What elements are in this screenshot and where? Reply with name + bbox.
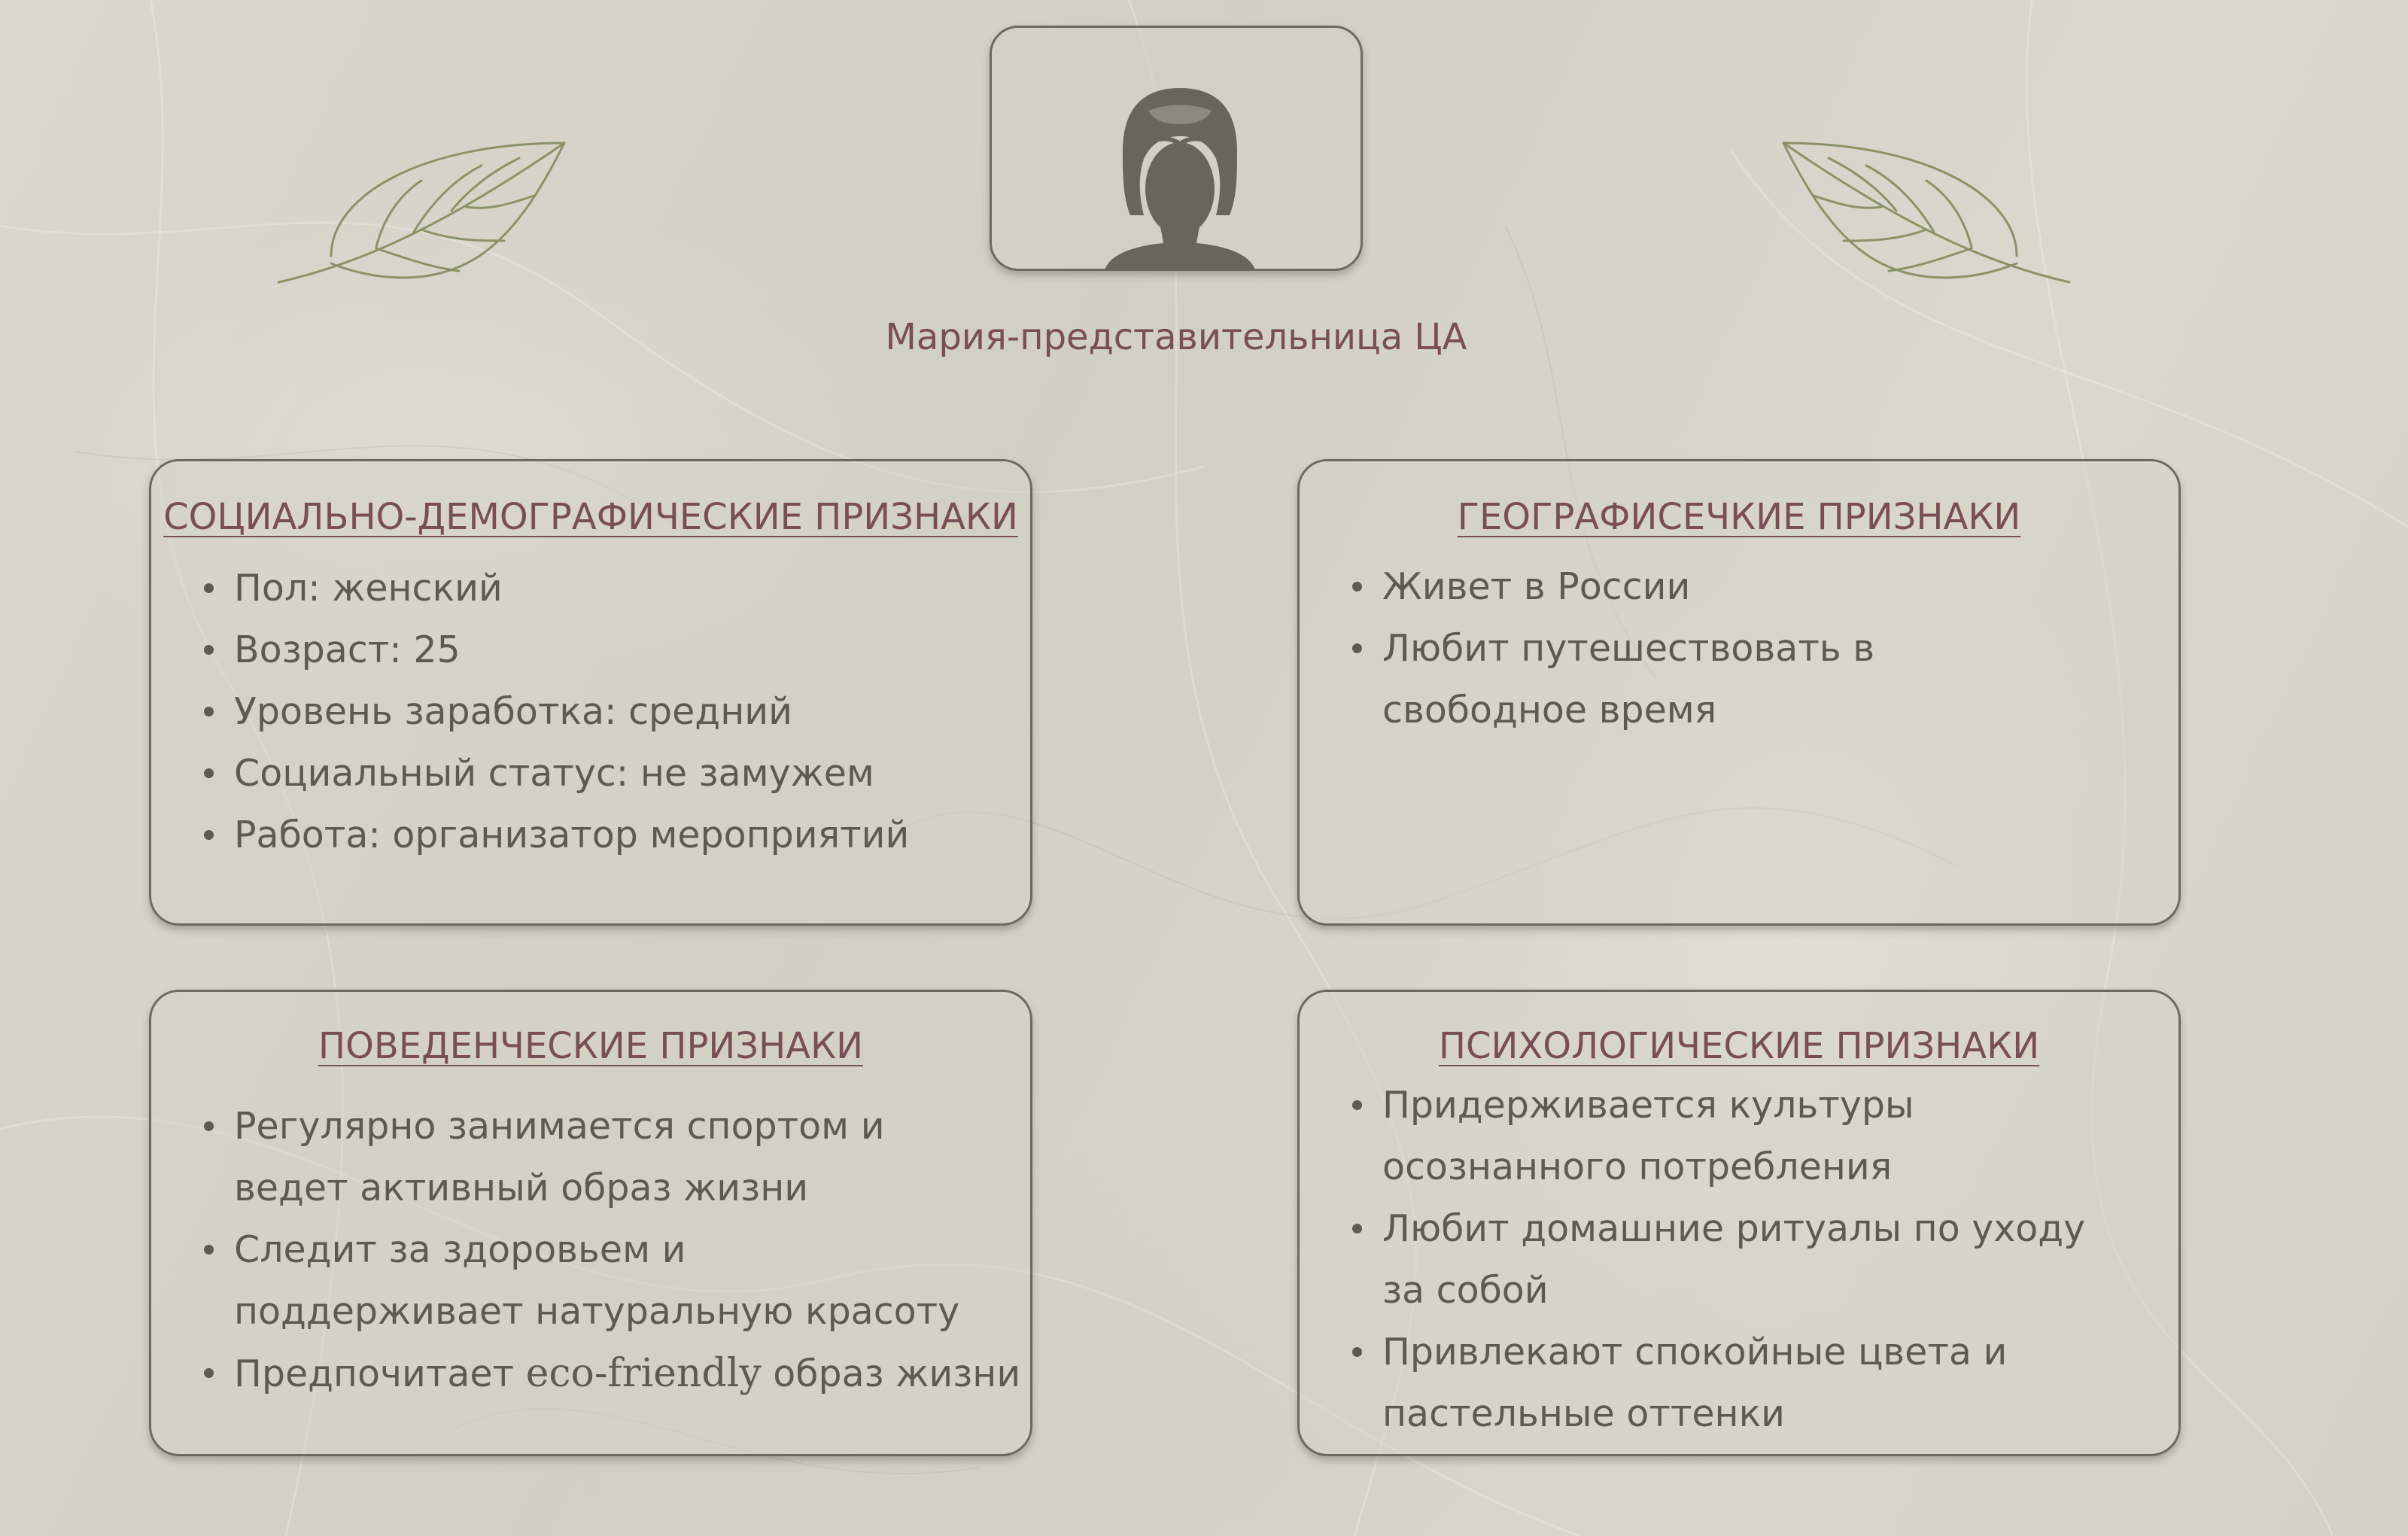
eco-friendly-highlight: eco-friendly (525, 1351, 762, 1396)
avatar-frame (990, 26, 1363, 271)
leaf-icon (271, 135, 572, 294)
list-item: Возраст: 25 (234, 619, 1015, 681)
leaf-icon (1776, 135, 2077, 294)
woman-avatar-icon (1100, 84, 1260, 270)
geo-list (1382, 556, 2066, 741)
list-item: Любит домашние ритуалы по уходу за собой (1382, 1198, 2133, 1322)
card-title: ПСИХОЛОГИЧЕСКИЕ ПРИЗНАКИ (1438, 1025, 2040, 1067)
psycho-list (1382, 1075, 2133, 1445)
list-item: Любит путешествовать в свободное время (1382, 618, 2066, 741)
card-behavioral (149, 990, 1032, 1456)
card-social-demographic (149, 459, 1032, 926)
list-item: Работа: организатор мероприятий (234, 804, 1015, 866)
card-title: ГЕОГРАФИСЕЧКИЕ ПРИЗНАКИ (1457, 496, 2021, 538)
list-item: Следит за здоровьем и поддерживает натуральную красоту (234, 1219, 985, 1343)
behavior-list (234, 1096, 1021, 1405)
list-item: Придерживается культуры осознанного потребления (1382, 1075, 2133, 1198)
card-psychological (1297, 990, 2181, 1456)
list-item: Живет в России (1382, 556, 2066, 618)
list-item (234, 1343, 1021, 1405)
card-title: ПОВЕДЕНЧЕСКИЕ ПРИЗНАКИ (318, 1025, 863, 1067)
list-item: Пол: женский (234, 558, 1015, 619)
card-geographic (1297, 459, 2181, 926)
social-list (234, 558, 1015, 866)
list-item: Социальный статус: не замужем (234, 743, 1015, 804)
persona-title: Мария-представительница ЦА (885, 316, 1467, 358)
list-item: Уровень заработка: средний (234, 681, 1015, 743)
item-prefix: Предпочитает (234, 1352, 515, 1395)
card-title: СОЦИАЛЬНО-ДЕМОГРАФИЧЕСКИЕ ПРИЗНАКИ (163, 496, 1018, 538)
item-suffix: образ жизни (773, 1352, 1021, 1395)
list-item: Регулярно занимается спортом и ведет активный образ жизни (234, 1096, 985, 1219)
list-item: Привлекают спокойные цвета и пастельные оттенки (1382, 1322, 2133, 1445)
